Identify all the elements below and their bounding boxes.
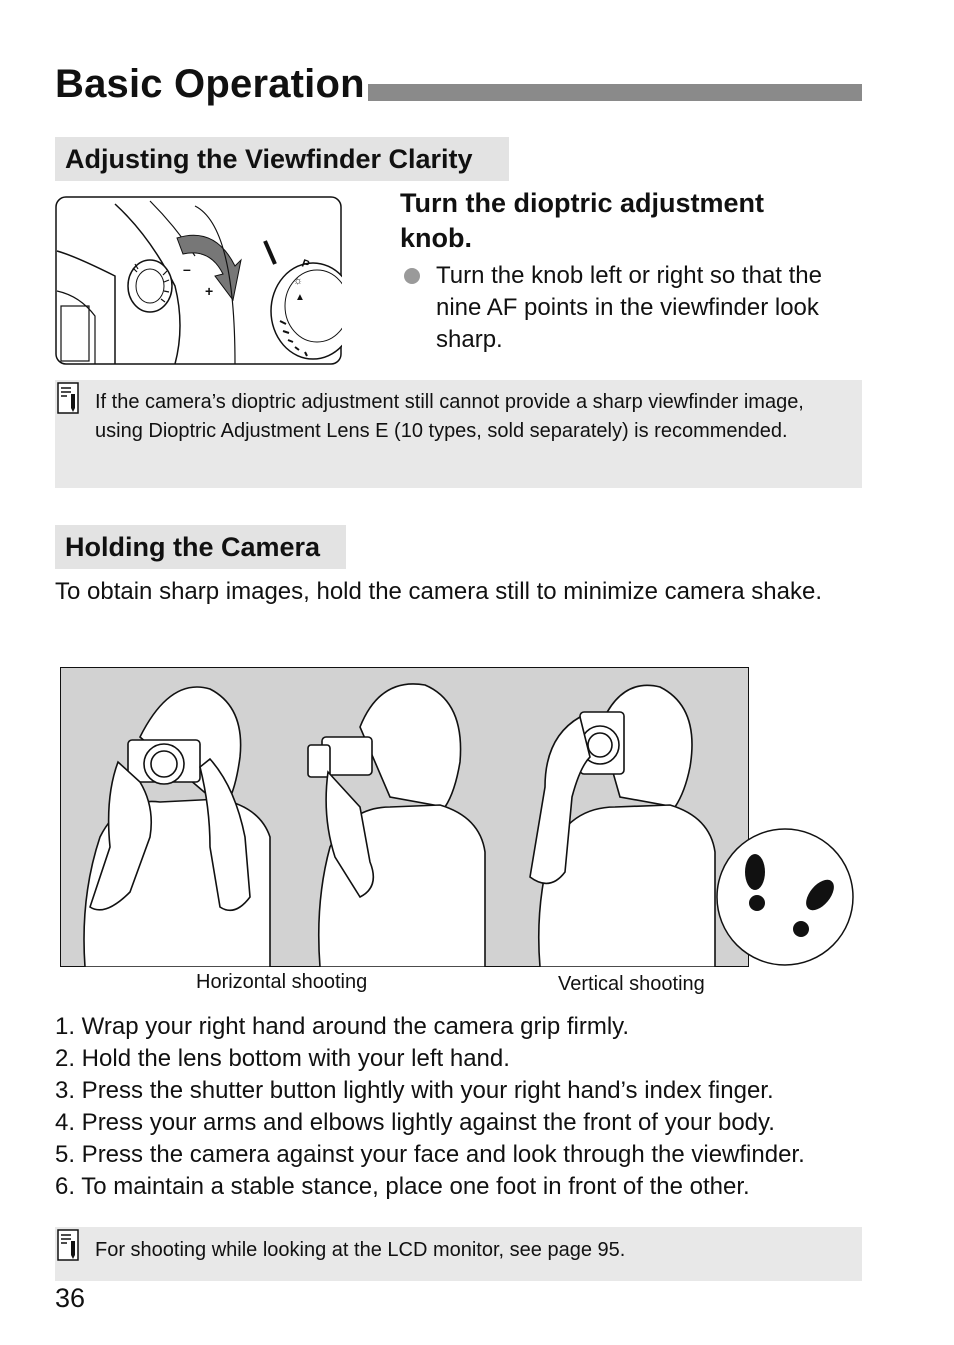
svg-text:+: + [205,283,214,299]
page-number: 36 [55,1283,86,1313]
holding-steps-list [55,1011,805,1203]
title-rule [368,84,862,101]
note-box-lcd-monitor [55,1227,862,1281]
page-title: Basic Operation [55,62,365,106]
svg-text:☼: ☼ [293,275,304,287]
list-item: 3. Press the shutter button lightly with your right hand’s index finger. [55,1077,774,1104]
note-pencil-icon [57,382,79,414]
note-box-dioptric-lens [55,380,862,488]
caption-horizontal-shooting: Horizontal shooting [196,971,368,993]
bullet-icon [404,268,420,284]
note-text: If the camera’s dioptric adjustment still cannot provide a sharp viewfinder image, using Dioptric Adjustment Lens E (10 types, sold separately) is recommended. [95,391,804,442]
section-heading-viewfinder: Adjusting the Viewfinder Clarity [55,137,509,181]
dioptric-knob-illustration [55,196,342,365]
note-text: For shooting while looking at the LCD monitor, see page 95. [95,1239,626,1261]
list-item: 5. Press the camera against your face and look through the viewfinder. [55,1141,805,1168]
note-pencil-icon [57,1229,79,1261]
svg-text:▲: ▲ [295,292,305,303]
holding-camera-illustration [60,667,855,967]
caption-vertical-shooting: Vertical shooting [558,973,705,995]
svg-text:P: P [299,257,311,272]
list-item: 6. To maintain a stable stance, place one foot in front of the other. [55,1173,750,1200]
step-heading: Turn the dioptric adjustment knob. [400,188,764,253]
section-heading-holding: Holding the Camera [55,525,346,569]
feet-stance-icon [717,829,853,965]
list-item: 2. Hold the lens bottom with your left hand. [55,1045,510,1072]
list-item: 1. Wrap your right hand around the camera grip firmly. [55,1013,630,1040]
holding-intro: To obtain sharp images, hold the camera still to minimize camera shake. [55,578,823,605]
bullet-text: Turn the knob left or right so that the nine AF points in the viewfinder look sharp. [436,262,822,353]
svg-text:–: – [183,261,191,277]
list-item: 4. Press your arms and elbows lightly against the front of your body. [55,1109,775,1136]
